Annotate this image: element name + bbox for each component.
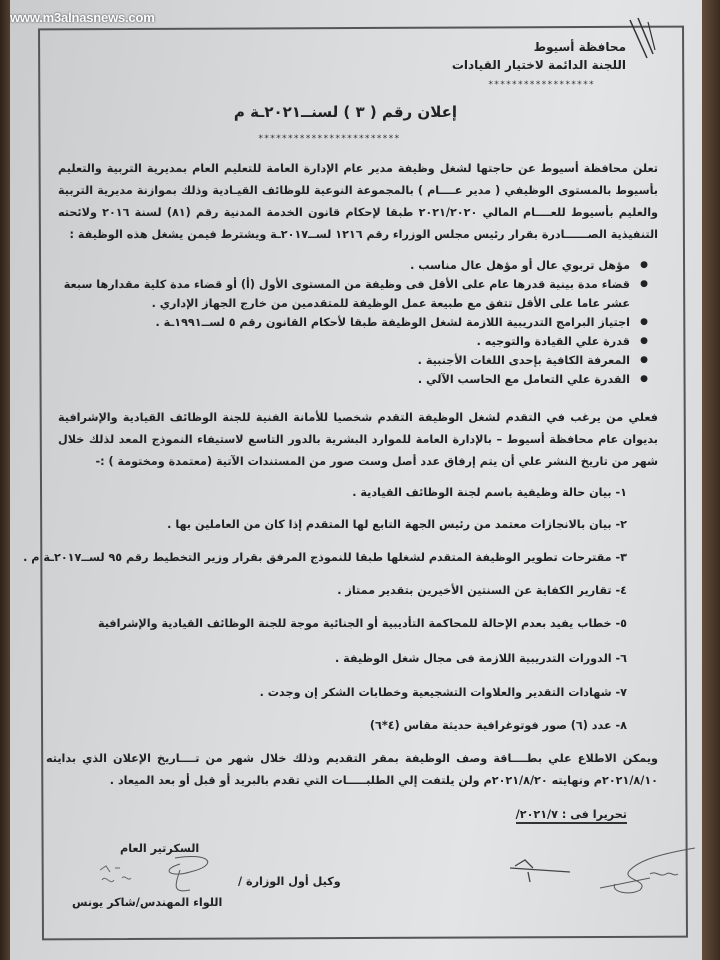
requirement-item: ● قضاء مدة بينية قدرها عام على الأقل فى وظيفة من المستوى الأول (أ) أو قضاء مدة كلية مقدارها سبعة عشر عاما على الأقل تتفق مع طبيعة عمل الوظيفة للمتقدمين من خارج الجهاز الإداري . — [58, 275, 648, 313]
secretary-signature-icon — [80, 850, 220, 900]
document-item-3: ٣- مقترحات تطوير الوظيفة المتقدم لشغلها طبقا للنموذج المرفق بقرار وزير التخطيط رقم ٩٥ لســ٢٠١٧ـة م . — [23, 551, 627, 564]
letterhead-committee: اللجنة الدائمة لاختيار القيادات — [451, 58, 626, 72]
document-item-7: ٧- شهادات التقدير والعلاوات التشجيعية وخطابات الشكر إن وجدت . — [259, 686, 627, 699]
title-stars-divider: ************************ — [258, 134, 401, 144]
committee-signature-icon — [500, 840, 700, 900]
application-paragraph: فعلي من يرغب في التقدم لشغل الوظيفة التقدم شخصيا للأمانة الفنية للجنة الوظائف القيادية والإشرافية بديوان عام محافظة أسيوط – بالإدارة العامة للموارد البشرية بالدور التاسع لاستيفاء النموذج المعد لذلك خلال شهر من تاريخ النشر علي أن يتم إرفاق عدد أصل وست صور من المستندات الآتية (معتمدة ومختومة ) :- — [58, 411, 658, 468]
secretary-general-title: السكرتير العام — [120, 842, 200, 855]
document-item-8: ٨- عدد (٦) صور فوتوغرافية حديثة مقاس (٤*٦) — [369, 719, 627, 732]
document-paper — [10, 0, 702, 960]
requirement-item: ● مؤهل تربوي عال أو مؤهل عال مناسب . — [58, 256, 648, 275]
document-item-6: ٦- الدورات التدريبية اللازمة فى مجال شغل الوظيفة . — [334, 652, 627, 665]
deputy-minister-title: وكيل أول الوزارة / — [238, 875, 341, 888]
requirements-list — [58, 256, 648, 389]
requirement-item: ● قدرة علي القيادة والتوجيه . — [58, 332, 648, 351]
document-item-5: ٥- خطاب يفيد بعدم الإحالة للمحاكمة التأديبية أو الجنائية موجة للجنة الوظائف القيادية والإشرافية — [97, 617, 627, 630]
announcement-title: إعلان رقم ( ٣ ) لسنــ٢٠٢١ـة م — [233, 103, 457, 121]
document-item-2: ٢- بيان بالانجازات معتمد من رئيس الجهة التابع لها المتقدم إذا كان من العاملين بها . — [167, 518, 627, 531]
document-item-4: ٤- تقارير الكفاية عن السنتين الأخيرين بتقدير ممتاز . — [337, 584, 627, 597]
handwritten-slash-marks-icon — [625, 14, 665, 64]
date-line: تحريرا فى : ٢٠٢١/٧/ — [516, 808, 627, 824]
requirement-item: ● المعرفة الكافية بإحدى اللغات الأجنبية . — [58, 351, 648, 370]
document-item-1: ١- بيان حالة وظيفية باسم لجنة الوظائف القيادية . — [352, 486, 627, 499]
intro-paragraph: تعلن محافظة أسيوط عن حاجتها لشغل وظيفة مدير عام الإدارة العامة للتعليم العام بمديرية التربية والتعليم بأسيوط بالمستوى الوظيفي ( مدير عــــام ) بالمجموعة النوعية للوظائف القيـادية وذلك بموازنة مديرية التربية والعليم بأسيوط للعــــام المالي ٢٠٢١/٢٠٢٠ طبقا لإحكام قانون الخدمة المدنية رقم (٨١) لسنة ٢٠١٦ ولائحته التنفيذية الصــــــادرة بقرار رئيس مجلس الوزراء رقم ١٢١٦ لســ٢٠١٧ـة ويشترط فيمن يشغل هذه الوظيفة : — [58, 162, 658, 241]
letterhead-stars-divider: ****************** — [488, 80, 595, 90]
deputy-minister-name: اللواء المهندس/شاكر يونس — [72, 896, 223, 909]
requirement-item: ● القدرة علي التعامل مع الحاسب الآلي . — [58, 370, 648, 389]
website-watermark: www.m3alnasnews.com — [10, 10, 155, 25]
requirement-item: ● اجتياز البرامج التدريبية اللازمة لشغل الوظيفة طبقا لأحكام القانون رقم ٥ لســ١٩٩١ـة . — [58, 313, 648, 332]
notice-paragraph: ويمكن الاطلاع علي بطــــاقة وصف الوظيفة بمقر التقديم وذلك خلال شهر من تــــاريخ الإعلان الذي بدايته ٢٠٢١/٨/١٠م ونهايته ٢٠٢١/٨/٢٠م ولن يلتفت إلي الطلبـــــات التي تقدم بالبريد أو قبل أو بعد الميعاد . — [46, 752, 658, 787]
letterhead-governorate: محافظة أسيوط — [533, 40, 626, 54]
